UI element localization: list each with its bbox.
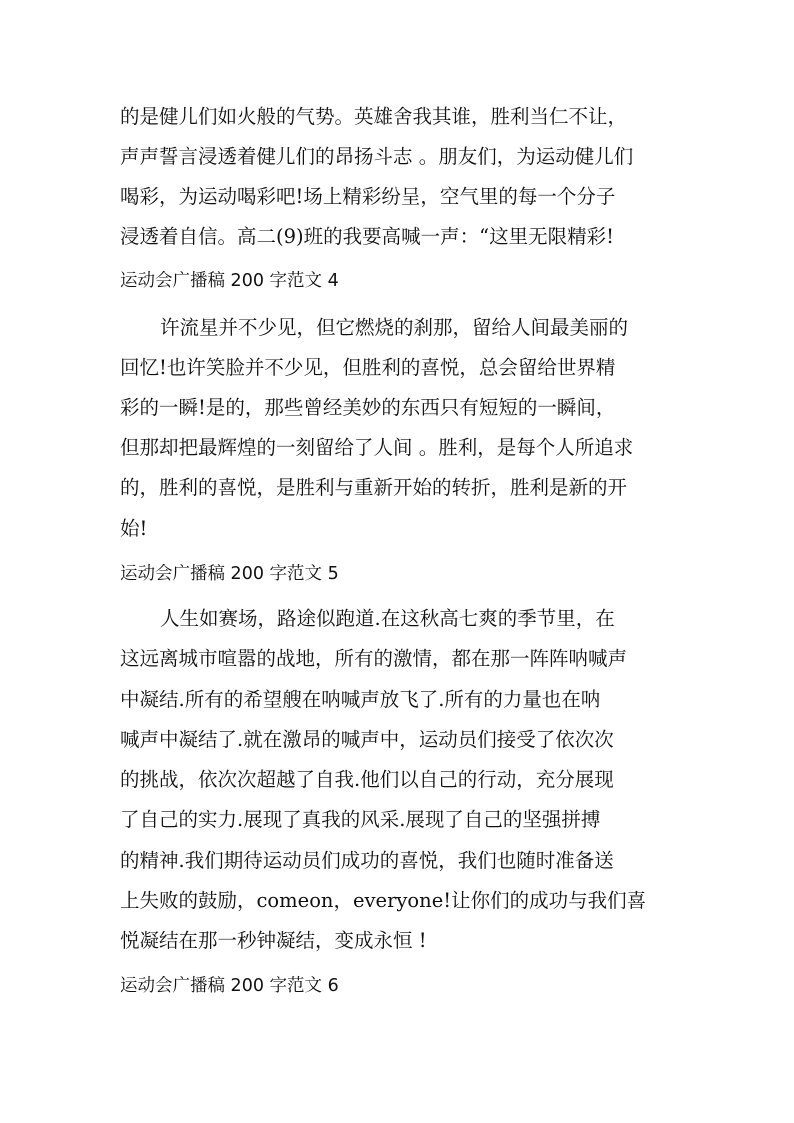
section-5-line-9: 悦凝结在那一秒钟凝结，变成永恒 ! bbox=[120, 929, 427, 952]
section-4-line-5: 的，胜利的喜悦，是胜利与重新开始的转折，胜利是新的开 bbox=[120, 476, 628, 499]
intro-line-1: 的是健儿们如火般的气势。英雄舍我其谁，胜利当仁不让， bbox=[120, 105, 628, 128]
section-4-line-4: 但那却把最辉煌的一刻留给了人间 。胜利，是每个人所追求 bbox=[120, 436, 634, 459]
section-6-heading: 运动会广播稿 200 字范文 6 bbox=[120, 976, 339, 996]
section-5-line-7: 的精神.我们期待运动员们成功的喜悦，我们也随时准备送 bbox=[120, 849, 614, 872]
section-4-heading: 运动会广播稿 200 字范文 4 bbox=[120, 271, 339, 291]
section-4-line-1: 许流星并不少见，但它燃烧的刹那，留给人间最美丽的 bbox=[160, 316, 629, 339]
intro-line-2: 声声誓言浸透着健儿们的昂扬斗志 。朋友们，为运动健儿们 bbox=[120, 145, 634, 168]
section-4-line-3: 彩的一瞬!是的，那些曾经美妙的东西只有短短的一瞬间， bbox=[120, 396, 616, 419]
section-5-line-5: 的挑战，依次次超越了自我.他们以自己的行动，充分展现 bbox=[120, 768, 614, 791]
intro-line-3: 喝彩，为运动喝彩吧!场上精彩纷呈，空气里的每一个分子 bbox=[120, 185, 616, 208]
section-5-line-1: 人生如赛场，路途似跑道.在这秋高七爽的季节里，在 bbox=[160, 607, 615, 630]
document-body bbox=[120, 0, 690, 1123]
section-5-line-2: 这远离城市喧嚣的战地，所有的激情，都在那一阵阵呐喊声 bbox=[120, 647, 628, 670]
section-5-line-4: 喊声中凝结了.就在激昂的喊声中，运动员们接受了依次次 bbox=[120, 728, 614, 751]
section-4-line-2: 回忆!也许笑脸并不少见，但胜利的喜悦，总会留给世界精 bbox=[120, 356, 616, 379]
intro-line-4: 浸透着自信。高二(9)班的我要高喊一声：“这里无限精彩! bbox=[120, 225, 614, 248]
section-5-line-8: 上失败的鼓励，comeon，everyone!让你们的成功与我们喜 bbox=[120, 889, 647, 912]
section-4-line-6: 始! bbox=[120, 517, 148, 540]
section-5-line-6: 了自己的实力.展现了真我的风采.展现了自己的坚强拼搏 bbox=[120, 808, 601, 831]
section-5-heading: 运动会广播稿 200 字范文 5 bbox=[120, 564, 339, 584]
section-5-line-3: 中凝结.所有的希望艘在呐喊声放飞了.所有的力量也在呐 bbox=[120, 688, 601, 711]
